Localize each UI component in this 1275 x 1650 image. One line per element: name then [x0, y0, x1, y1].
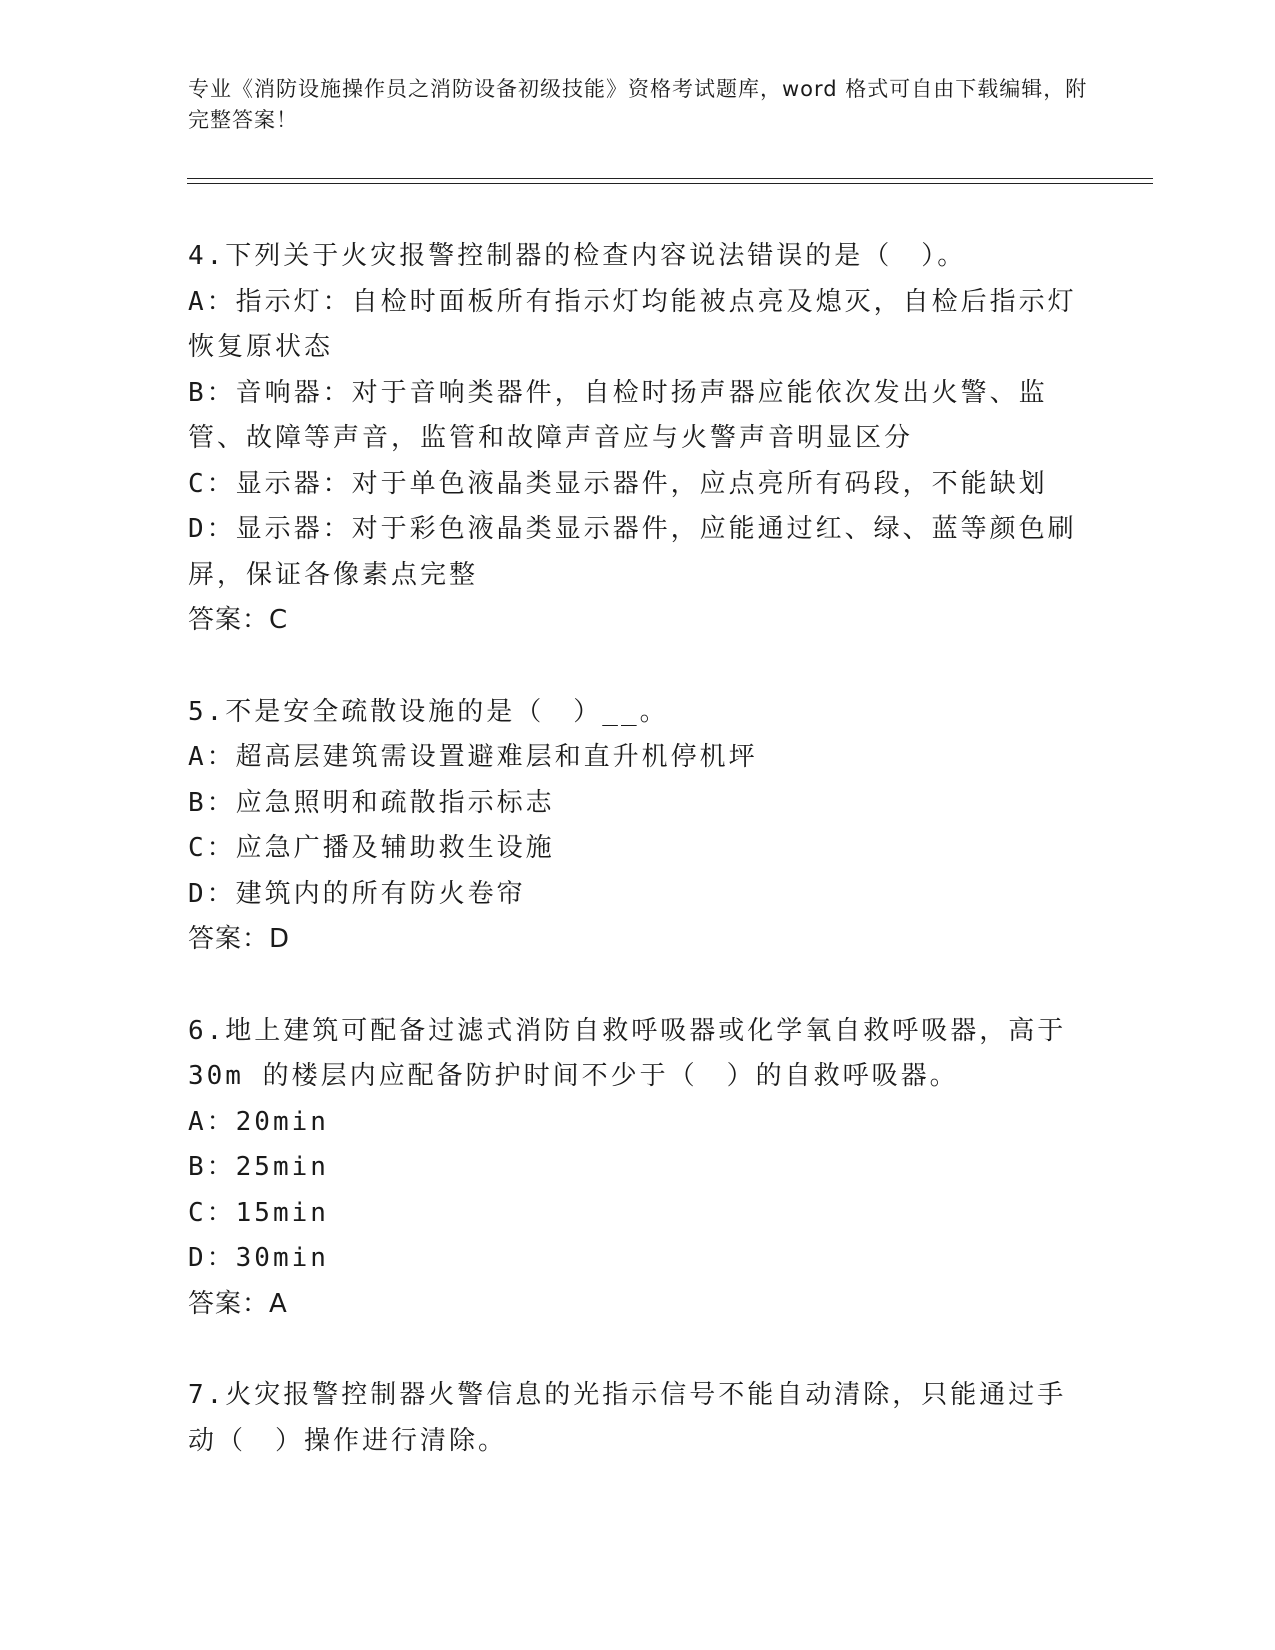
option-d: D：建筑内的所有防火卷帘 — [188, 878, 526, 909]
option-b: B：音响器：对于音响类器件，自检时扬声器应能依次发出火警、监管、故障等声音，监管和故障声音应与火警声音明显区分 — [188, 377, 1048, 453]
option-a: A：20min — [188, 1106, 329, 1137]
option-d: D：显示器：对于彩色液晶类显示器件，应能通过红、绿、蓝等颜色刷屏，保证各像素点完整 — [188, 514, 1077, 590]
question-stem: 4.下列关于火灾报警控制器的检查内容说法错误的是（ ）。 — [188, 241, 967, 271]
answer-text: 答案：C — [188, 605, 289, 635]
option-a: A：指示灯：自检时面板所有指示灯均能被点亮及熄灭，自检后指示灯恢复原状态 — [188, 286, 1077, 362]
option-c: C：显示器：对于单色液晶类显示器件，应点亮所有码段，不能缺划 — [188, 468, 1048, 499]
question-4 — [188, 234, 1088, 644]
option-c: C：应急广播及辅助救生设施 — [188, 833, 555, 863]
question-list — [188, 234, 1088, 1510]
question-stem: 5.不是安全疏散设施的是（ ）__。 — [188, 696, 669, 727]
option-d: D：30min — [188, 1243, 329, 1273]
header-intro-text: 专业《消防设施操作员之消防设备初级技能》资格考试题库，word 格式可自由下载编辑，附完整答案！ — [188, 77, 1088, 132]
question-6 — [188, 1009, 1088, 1328]
question-stem: 6.地上建筑可配备过滤式消防自救呼吸器或化学氧自救呼吸器，高于30m 的楼层内应配备防护时间不少于（ ）的自救呼吸器。 — [188, 1015, 1067, 1091]
header-divider-bottom — [187, 183, 1153, 184]
question-5 — [188, 690, 1088, 963]
answer-text: 答案：A — [188, 1288, 288, 1319]
option-b: B：25min — [188, 1152, 329, 1182]
question-stem: 7.火灾报警控制器火警信息的光指示信号不能自动清除，只能通过手动（ ）操作进行清除。 — [188, 1380, 1067, 1456]
option-a: A：超高层建筑需设置避难层和直升机停机坪 — [188, 742, 758, 772]
option-b: B：应急照明和疏散指示标志 — [188, 787, 555, 818]
option-c: C：15min — [188, 1197, 329, 1228]
header-divider-top — [187, 178, 1153, 179]
question-7 — [188, 1373, 1088, 1464]
answer-text: 答案：D — [188, 924, 291, 954]
document-header — [188, 74, 1088, 136]
